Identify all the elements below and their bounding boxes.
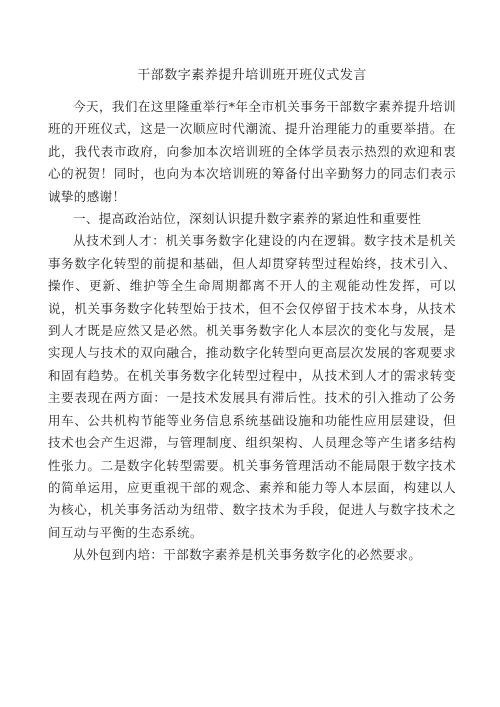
paragraph-opening: 今天，我们在这里隆重举行*年全市机关事务干部数字素养提升培训班的开班仪式，这是一次顺应时代潮流、提升治理能力的重要举措。在此，我代表市政府，向参加本次培训班的全体学员表示热烈的欢迎和衷心的祝贺！同时，也向为本次培训班的筹备付出辛勤努力的同志们表示诚挚的感谢！ <box>48 99 456 204</box>
paragraph-outsource-to-train: 从外包到内培：干部数字素养是机关事务数字化的必然要求。 <box>73 547 422 563</box>
document-title: 干部数字素养提升培训班开班仪式发言 <box>137 68 367 83</box>
section-heading: 一、提高政治站位，深刻认识提升数字素养的紧迫性和重要性 <box>73 211 422 227</box>
paragraph-tech-to-talent: 从技术到人才：机关事务数字化建设的内在逻辑。数字技术是机关事务数字化转型的前提和基础，但人却贯穿转型过程始终，技术引入、操作、更新、维护等全生命周期都离不开人的主观能动性发挥，可以说，机关事务数字化转型始于技术，但不会仅停留于技术本身，从技术到人才既是应然又是必然。机关事务数字化人本层次的变化与发展，是实现人与技术的双向融合，推动数字化转型向更高层次发展的客观要求和固有趋势。在机关事务数字化转型过程中，从技术到人才的需求转变主要表现在两方面：一是技术发展具有滞后性。技术的引入推动了公务用车、公共机构节能等业务信息系统基础设施和功能性应用层建设，但技术也会产生迟滞，与管理制度、组织架构、人员理念等产生诸多结构性张力。二是数字化转型需要。机关事务管理活动不能局限于数字技术的简单运用，应更重视干部的观念、素养和能力等人本层面，构建以人为核心，机关事务活动为纽带、数字技术为手段，促进人与数字技术之间互动与平衡的生态系统。 <box>48 233 456 540</box>
